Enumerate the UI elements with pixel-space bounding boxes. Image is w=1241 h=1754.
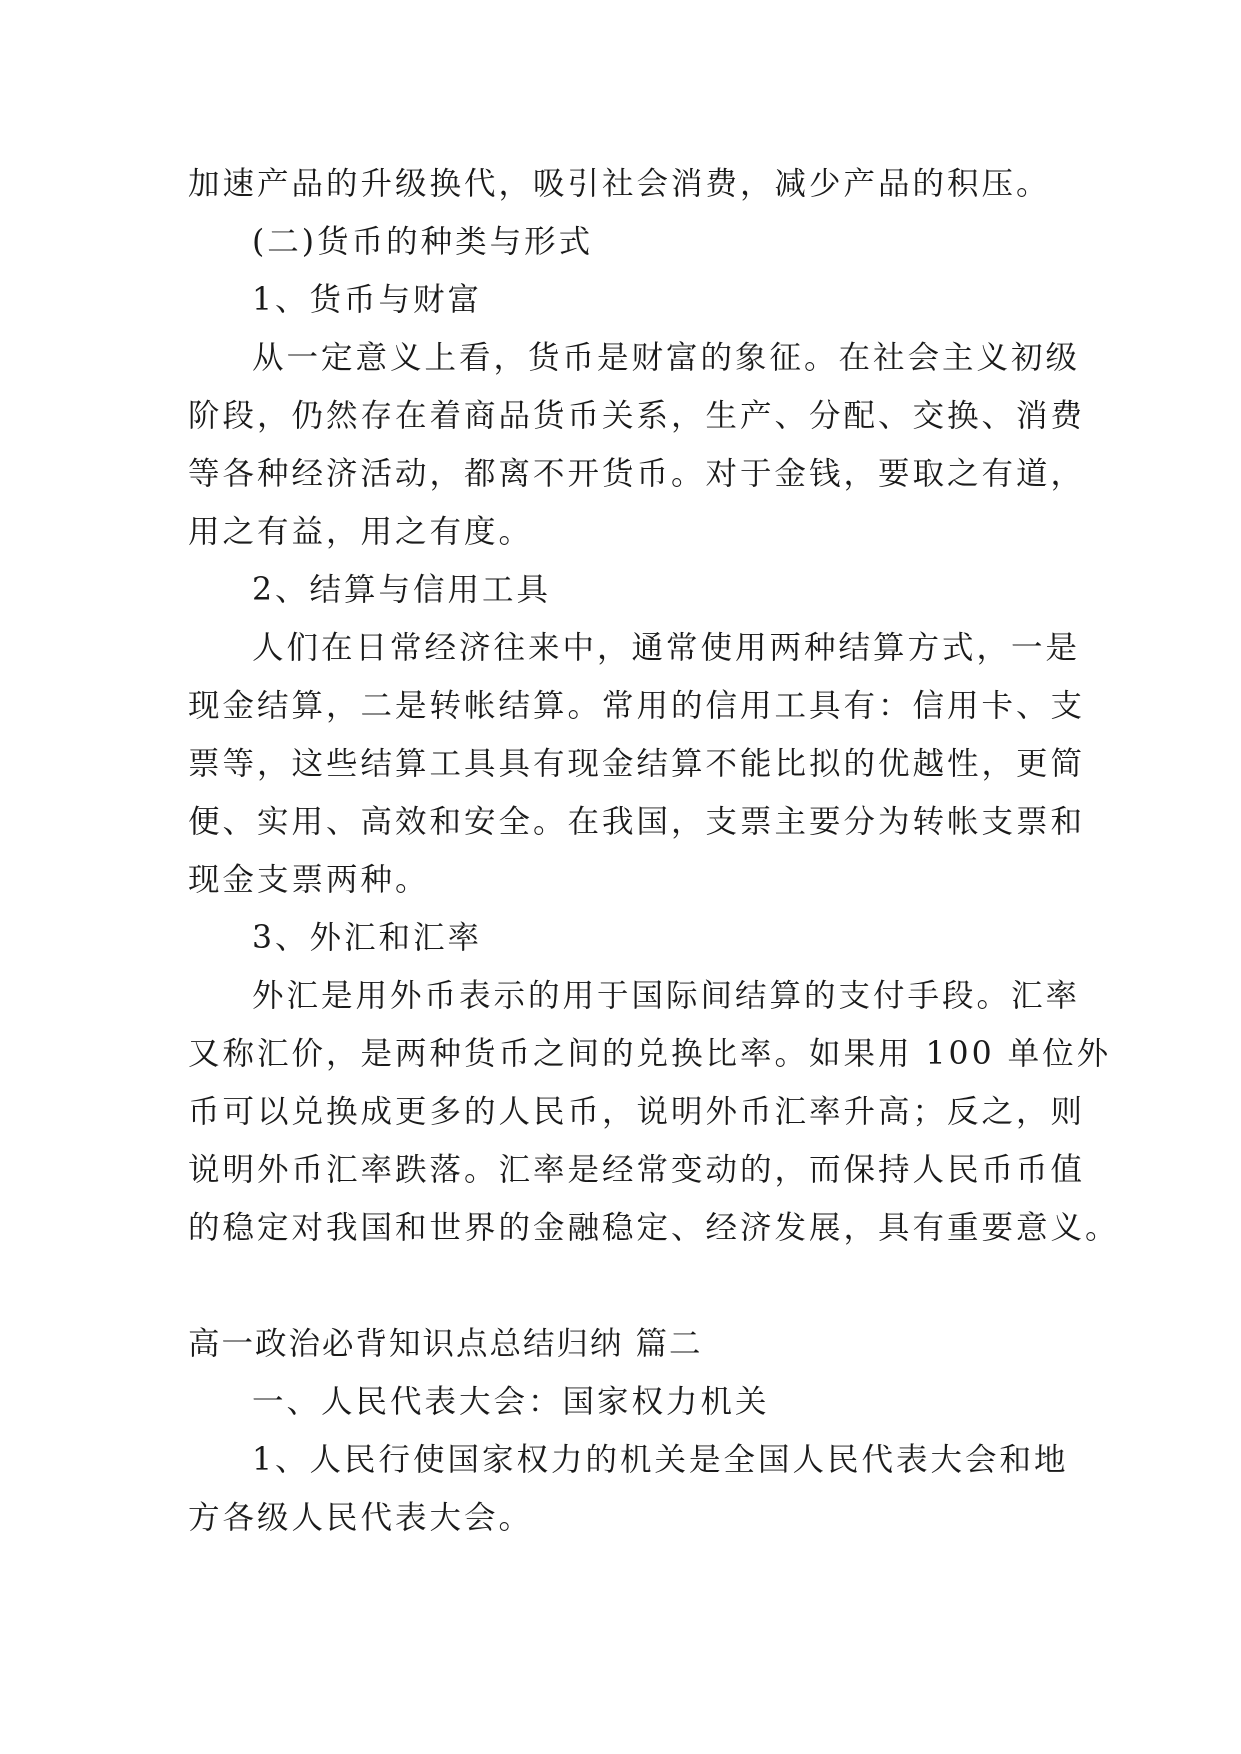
section-heading: 一、人民代表大会：国家权力机关 — [252, 1384, 770, 1420]
paragraph-line: 又称汇价，是两种货币之间的兑换比率。如果用 100 单位外 — [188, 1036, 1112, 1072]
paragraph-line: 用之有益，用之有度。 — [188, 514, 534, 550]
paragraph-line: 币可以兑换成更多的人民币，说明外币汇率升高；反之，则 — [188, 1094, 1086, 1130]
section-heading: (二)货币的种类与形式 — [252, 224, 594, 260]
paragraph-line: 外汇是用外币表示的用于国际间结算的支付手段。汇率 — [252, 978, 1081, 1014]
subsection-heading: 3、外汇和汇率 — [252, 920, 483, 956]
paragraph-line: 现金结算，二是转帐结算。常用的信用工具有：信用卡、支 — [188, 688, 1086, 724]
paragraph-line: 人们在日常经济往来中，通常使用两种结算方式，一是 — [252, 630, 1081, 666]
document-body — [188, 155, 1120, 1547]
paragraph-line: 便、实用、高效和安全。在我国，支票主要分为转帐支票和 — [188, 804, 1086, 840]
subsection-heading: 2、结算与信用工具 — [252, 572, 552, 608]
paragraph-line: 方各级人民代表大会。 — [188, 1500, 534, 1536]
blank-line — [188, 1257, 1060, 1315]
paragraph-line: 说明外币汇率跌落。汇率是经常变动的，而保持人民币币值 — [188, 1152, 1086, 1188]
paragraph-line: 的稳定对我国和世界的金融稳定、经济发展，具有重要意义。 — [188, 1210, 1120, 1246]
paragraph-line: 从一定意义上看，货币是财富的象征。在社会主义初级 — [252, 340, 1081, 376]
paragraph-line: 阶段，仍然存在着商品货币关系，生产、分配、交换、消费 — [188, 398, 1086, 434]
subsection-heading: 1、货币与财富 — [252, 282, 483, 318]
paragraph-line: 等各种经济活动，都离不开货币。对于金钱，要取之有道， — [188, 456, 1086, 492]
paragraph-line: 现金支票两种。 — [188, 862, 430, 898]
article-title: 高一政治必背知识点总结归纳 篇二 — [188, 1326, 703, 1362]
paragraph-line: 1、人民行使国家权力的机关是全国人民代表大会和地 — [252, 1442, 1069, 1478]
paragraph-line: 加速产品的升级换代，吸引社会消费，减少产品的积压。 — [188, 166, 1051, 202]
paragraph-line: 票等，这些结算工具具有现金结算不能比拟的优越性，更简 — [188, 746, 1086, 782]
